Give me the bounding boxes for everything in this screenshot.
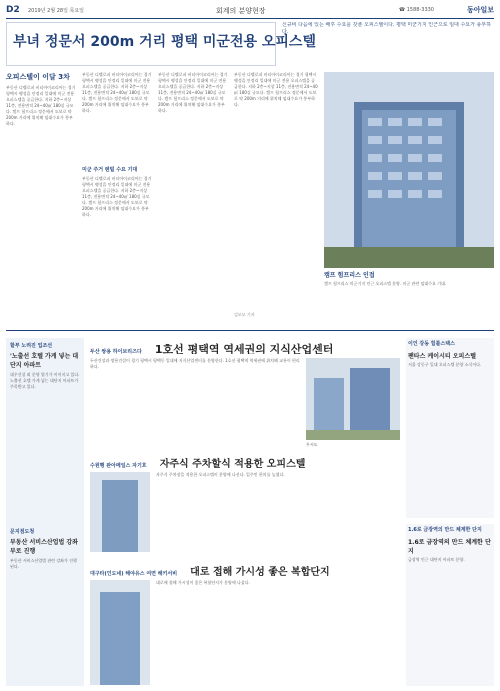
right-body: 캠프 험프리스 미군기지 인근 오피스텔 분양. 미군 관련 임대수요 기대. [324,281,447,286]
middle2-body: 자주식 주차장을 적용한 오피스텔이 분양에 나선다. 입주민 편의를 높였다. [156,472,285,477]
sidebar-box-2 [10,528,80,688]
sidebar-box-1 [10,342,80,522]
lead-body-2: 부동산 디벨로퍼 비티아이코리아는 경기 평택시 팽성읍 안정리 일대에 미군 전용 오피스텔을 공급한다. 지하 2층~지상 11층, 전용면적 24~40㎡ 180실 규모다. 캠프 험프리스 정문에서 도보로 약 200m 거리에 위치해 임대수요가 풍부하다. [82,72,152,113]
lead-quote: 미군 주거 렌털 수요 기대 [82,167,138,173]
issue-date: 2019년 2월 28일 목요일 [28,8,85,14]
lead-headline-box [6,22,316,66]
lead-column-2 [82,72,152,322]
lead-column-4 [234,72,318,322]
sidebar-subhead-2: 문지점도청 [10,529,35,535]
middle2-body-area [156,472,400,552]
sidebar-body-2: 부동산 서비스산업법 관련 강좌가 진행된다. [10,558,77,569]
building-illustration [324,72,494,268]
middle-kicker: 두산 쌍용 하이브리즈다 [90,349,142,354]
lead-subhead: 오피스텔이 이달 3차 [6,73,70,81]
sidebar-body: 대우건설 외 분양 열기가 이어지고 있다. 노출선 호텔 가게 넣는 대단지 아파트가 주목받고 있다. [10,372,80,389]
lead-body-4: 부동산 디벨로퍼 비티아이코리아는 경기 평택시 팽성읍 안정리 일대에 미군 전용 오피스텔을 공급한다. 지하 2층~지상 11층, 전용면적 24~40㎡ 180실 규모다. 캠프 험프리스 정문에서 도보로 약 200m 거리에 위치해 임대수요가 풍부하다. [158,72,228,113]
middle-body: 두산건설과 쌍용건설이 경기 평택시 평택동 일대에 지식산업센터를 분양한다. 1호선 평택역 역세권에 위치해 교통이 편리하다. [90,358,300,369]
sidebar-subhead: 할부 노려진 업조선 [10,343,53,349]
right-box2-body: 금장역 인근 대단지 아파트 분양. [408,557,465,562]
lead-headline: 부녀 정문서 200m 거리 평택 미군전용 오피스텔 [13,34,316,50]
right-subhead: 캠프 험프리스 인접 [324,272,375,279]
lead-body-5: 부동산 디벨로퍼 비티아이코리아는 경기 평택시 팽성읍 안정리 일대에 미군 전용 오피스텔을 공급한다. 지하 2층~지상 11층, 전용면적 24~40㎡ 180실 규모다. 캠프 험프리스 정문에서 도보로 약 200m 거리에 위치해 임대수요가 풍부하다. [234,72,318,107]
middle2-kicker: 수원행 완아메일스 자기흐 [90,463,147,468]
complex-illustration [90,580,150,685]
right-lede: 신규비 다음에 있는 배후 수요를 갖춘 오피스텔이다. 평택 미군기지 인근으로 임대 수요가 풍부하다. [282,22,492,35]
middle-image-caption: 투시도 [306,442,318,447]
lead-column-1 [6,72,76,322]
page-header [6,4,494,19]
middle3-headline: 대로 접해 가시성 좋은 복합단지 [190,567,330,576]
section-title: 회계의 분양현장 [216,7,266,15]
lead-body-1: 부동산 디벨로퍼 비티아이코리아는 경기 평택시 팽성읍 안정리 일대에 미군 전용 오피스텔을 공급한다. 지하 2층~지상 11층, 전용면적 24~40㎡ 180실 규모다. 캠프 험프리스 정문에서 도보로 약 200m 거리에 위치해 임대수요가 풍부하다. [6,85,76,126]
tower-illustration [90,472,150,552]
right-box2-title: 1.6로 금장역의 만드 체계한 단지 [408,539,491,555]
middle-story-header [90,338,400,354]
middle3-body-area [156,580,400,685]
lead-column-3 [158,72,228,322]
right-box1-title: 팬타스 케이시티 오피스텔 [408,353,476,360]
middle-headline: 1호선 평택역 역세권의 지식산업센터 [154,343,334,354]
page-number: D2 [6,5,20,15]
right-box-2 [406,524,494,686]
middle-story-body [90,358,300,430]
newspaper-logo-icon: 동아일보 [466,6,494,14]
right-box2-kicker: 1.6로 금장역의 만드 체계한 단지 [408,527,482,533]
right-box-1 [406,338,494,518]
right-box1-kicker: 이인 강동 힘틀스택스 [408,341,455,347]
left-sidebar [6,338,84,686]
lead-body-3: 부동산 디벨로퍼 비티아이코리아는 경기 평택시 팽성읍 안정리 일대에 미군 전용 오피스텔을 공급한다. 지하 2층~지상 11층, 전용면적 24~40㎡ 180실 규모다. 캠프 험프리스 정문에서 도보로 약 200m 거리에 위치해 임대수요가 풍부하다. [82,176,152,217]
lead-byline: 김모모 기자 [234,312,255,317]
middle3-body: 대로에 접해 가시성이 좋은 복합단지가 분양에 나섰다. [156,580,250,585]
middle-building-image [306,358,400,440]
middle2-image [90,472,150,552]
middle2-headline: 자주식 주차할식 적용한 오피스텔 [159,459,306,468]
right-body-area [324,270,494,322]
lead-building-image [324,72,494,268]
middle-story2-header [90,452,400,468]
section-divider [6,330,494,331]
middle3-image [90,580,150,685]
sidebar-title-2: 부동산 서비스산업법 강좌 부로 진행 [10,539,78,555]
sidebar-title: '노출선 호텔 가게 넣는 대단지 아파트 [10,353,79,369]
ad-number: ☎ 1588-3330 [398,7,434,13]
middle-story3-header [90,560,400,576]
right-box1-body: 서울 강동구 일대 오피스텔 분양 소식이다. [408,362,482,367]
building-illustration-2 [306,358,400,440]
middle3-kicker: 대구타(인도네) 해야유스 여면 해키서비 [90,571,178,576]
